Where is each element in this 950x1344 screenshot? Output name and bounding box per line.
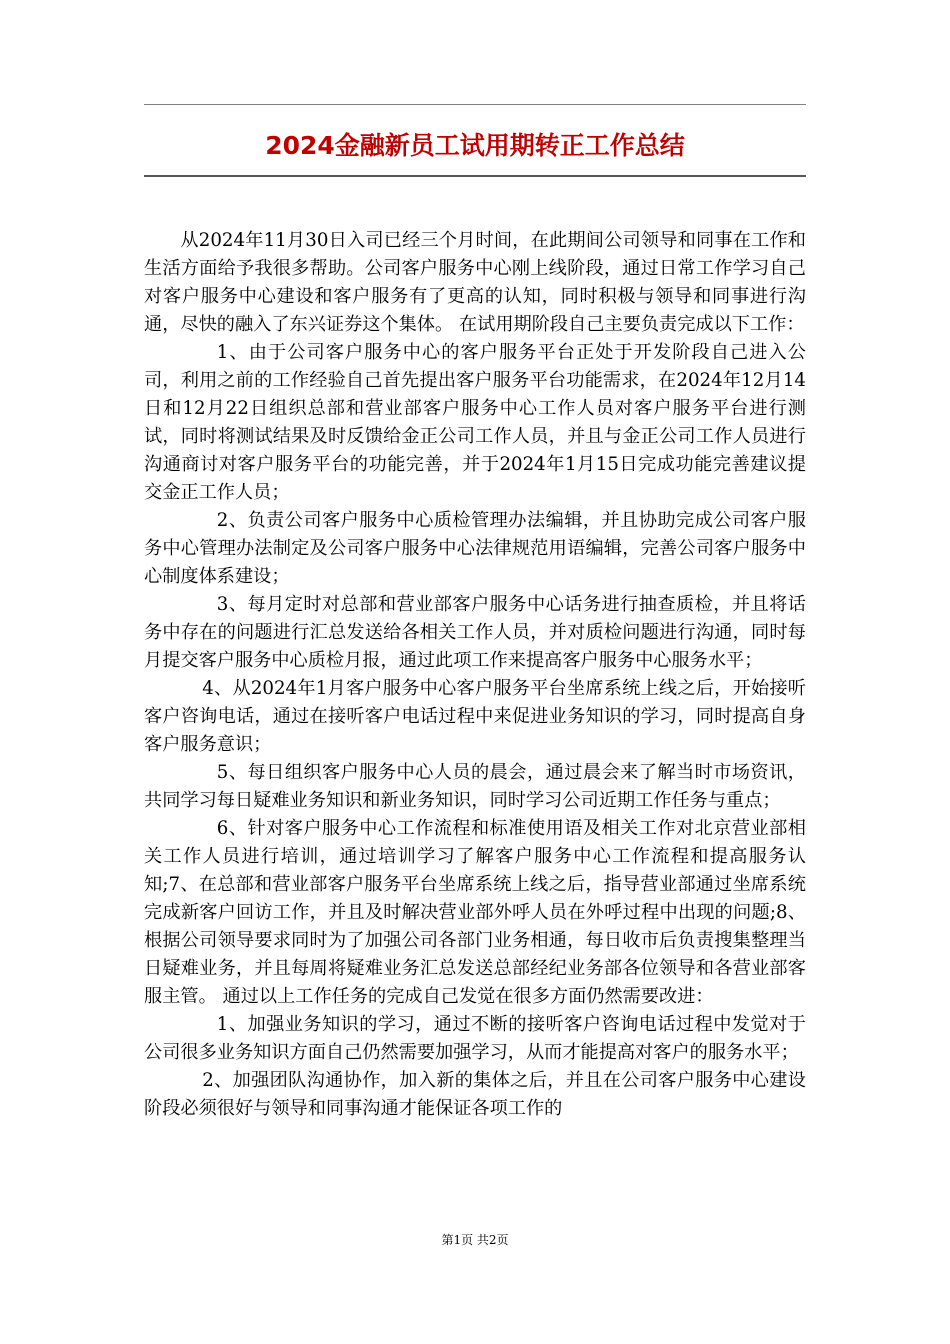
paragraph: 从2024年11月30日入司已经三个月时间，在此期间公司领导和同事在工作和生活方面给予我很多帮助。公司客户服务中心刚上线阶段，通过日常工作学习自己对客户服务中心建设和客户服务有了更高的认知，同时积极与领导和同事进行沟通，尽快的融入了东兴证券这个集体。 在试用期阶段自己主要负责完成以下工作： [144,230,806,335]
header-rule [144,104,806,105]
paragraph: 2、负责公司客户服务中心质检管理办法编辑，并且协助完成公司客户服务中心管理办法制定及公司客户服务中心法律规范用语编辑，完善公司客户服务中心制度体系建设； [144,510,806,587]
paragraph: 2、加强团队沟通协作，加入新的集体之后，并且在公司客户服务中心建设阶段必须很好与领导和同事沟通才能保证各项工作的 [144,1070,806,1119]
paragraph: 6、针对客户服务中心工作流程和标准使用语及相关工作对北京营业部相关工作人员进行培训，通过培训学习了解客户服务中心工作流程和提高服务认知;7、在总部和营业部客户服务平台坐席系统上线之后，指导营业部通过坐席系统完成新客户回访工作，并且及时解决营业部外呼人员在外呼过程中出现的问题;8、根据公司领导要求同时为了加强公司各部门业务相通，每日收市后负责搜集整理当日疑难业务，并且每周将疑难业务汇总发送总部经纪业务部各位领导和各营业部客服主管。 通过以上工作任务的完成自己发觉在很多方面仍然需要改进： [144,818,806,1007]
title-underline [144,175,806,177]
paragraph: 4、从2024年1月客户服务中心客户服务平台坐席系统上线之后，开始接听客户咨询电话，通过在接听客户电话过程中来促进业务知识的学习，同时提高自身客户服务意识； [144,678,806,755]
document-body [144,227,806,1123]
paragraph: 3、每月定时对总部和营业部客户服务中心话务进行抽查质检，并且将话务中存在的问题进行汇总发送给各相关工作人员，并对质检问题进行沟通，同时每月提交客户服务中心质检月报，通过此项工作来提高客户服务中心服务水平； [144,594,806,671]
paragraph: 1、由于公司客户服务中心的客户服务平台正处于开发阶段自己进入公司，利用之前的工作经验自己首先提出客户服务平台功能需求，在2024年12月14日和12月22日组织总部和营业部客户服务中心工作人员对客户服务平台进行测试，同时将测试结果及时反馈给金正公司工作人员，并且与金正公司工作人员进行沟通商讨对客户服务平台的功能完善，并于2024年1月15日完成功能完善建议提交金正工作人员； [144,342,806,503]
paragraph: 5、每日组织客户服务中心人员的晨会，通过晨会来了解当时市场资讯，共同学习每日疑难业务知识和新业务知识，同时学习公司近期工作任务与重点； [144,762,806,811]
document-title: 2024金融新员工试用期转正工作总结 [265,131,685,160]
page-footer: 第1页 共2页 [441,1233,509,1247]
paragraph: 1、加强业务知识的学习，通过不断的接听客户咨询电话过程中发觉对于公司很多业务知识方面自己仍然需要加强学习，从而才能提高对客户的服务水平； [144,1014,806,1063]
